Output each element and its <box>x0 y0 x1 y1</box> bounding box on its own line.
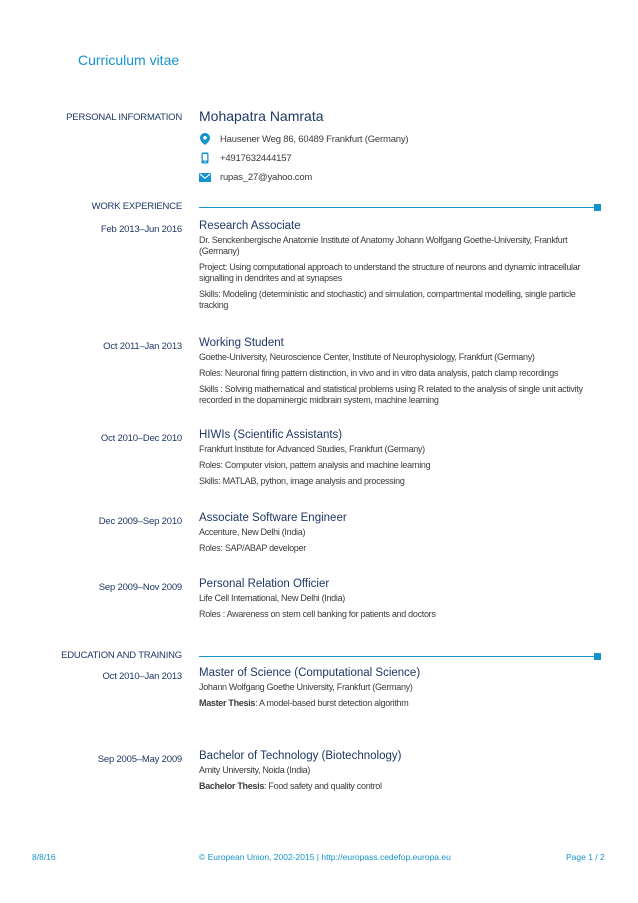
mobile-phone-icon <box>199 152 211 164</box>
entry-title: Working Student <box>199 337 284 349</box>
entry-date: Oct 2011–Jan 2013 <box>103 341 182 352</box>
section-label-work: WORK EXPERIENCE <box>91 201 182 212</box>
entry-line: Skills: Modeling (deterministic and stochastic) and simulation, compartmental modelling, single particle tracking <box>199 289 576 310</box>
entry-line: Project: Using computational approach to understand the structure of neurons and dynamic intracellular signalling in dendrites and at synapses <box>199 262 581 283</box>
work-entry <box>199 337 599 411</box>
entry-line: Roles: SAP/ABAP developer <box>199 543 306 553</box>
section-rule-square-icon <box>594 653 601 660</box>
entry-title: Personal Relation Officier <box>199 578 330 590</box>
entry-line: Roles: Computer vision, pattern analysis and machine learning <box>199 460 431 470</box>
entry-line: Dr. Senckenbergische Anatomie Institute of Anatomy Johann Wolfgang Goethe-University, Frankfurt (Germany) <box>199 235 568 256</box>
footer-date: 8/8/16 <box>32 852 56 862</box>
thesis-label: Master Thesis <box>199 698 256 708</box>
section-rule-square-icon <box>594 204 601 211</box>
contact-email <box>199 171 312 183</box>
entry-title: Research Associate <box>199 220 301 232</box>
footer-page-number: Page 1 / 2 <box>566 852 605 862</box>
address-text: Hausener Weg 86, 60489 Frankfurt (Germany) <box>220 133 409 145</box>
phone-text: +4917632444157 <box>220 152 292 164</box>
entry-date: Oct 2010–Jan 2013 <box>102 671 182 682</box>
entry-line: Goethe-University, Neuroscience Center, Institute of Neurophysiology, Frankfurt (Germany) <box>199 352 535 362</box>
entry-institution: Amity University, Noida (India) <box>199 765 311 775</box>
entry-title: Master of Science (Computational Science) <box>199 667 421 679</box>
location-pin-icon <box>199 133 211 145</box>
footer-copyright-link[interactable]: © European Union, 2002-2015 | http://europass.cedefop.europa.eu <box>199 852 451 862</box>
entry-line: Skills: MATLAB, python, image analysis and processing <box>199 476 405 486</box>
entry-line: Roles : Awareness on stem cell banking for patients and doctors <box>199 609 436 619</box>
entry-date: Sep 2009–Nov 2009 <box>98 582 182 593</box>
education-entry <box>199 667 599 714</box>
entry-line: Accenture, New Delhi (India) <box>199 527 306 537</box>
work-entry <box>199 429 599 492</box>
entry-date: Oct 2010–Dec 2010 <box>100 433 182 444</box>
section-label-personal: PERSONAL INFORMATION <box>66 112 182 123</box>
section-label-education: EDUCATION AND TRAINING <box>61 650 182 661</box>
thesis-text: : Food safety and quality control <box>264 781 382 791</box>
work-entry <box>199 578 599 625</box>
entry-title: HIWIs (Scientific Assistants) <box>199 429 343 441</box>
entry-thesis <box>199 698 599 709</box>
contact-address <box>199 133 408 145</box>
envelope-icon <box>199 171 211 183</box>
work-entry <box>199 512 599 559</box>
entry-date: Sep 2005–May 2009 <box>97 754 182 765</box>
thesis-text: : A model-based burst detection algorithm <box>255 698 409 708</box>
entry-date: Feb 2013–Jun 2016 <box>100 224 182 235</box>
section-rule-work <box>199 207 597 208</box>
entry-thesis <box>199 781 599 792</box>
person-name: Mohapatra Namrata <box>199 108 324 124</box>
section-rule-education <box>199 656 597 657</box>
entry-line: Roles: Neuronal firing pattern distinction, in vivo and in vitro data analysis, patch clamp recordings <box>199 368 559 378</box>
email-text[interactable]: rupas_27@yahoo.com <box>220 171 313 183</box>
contact-phone <box>199 152 291 164</box>
page-title: Curriculum vitae <box>78 52 180 68</box>
entry-line: Frankfurt Institute for Advanced Studies, Frankfurt (Germany) <box>199 444 425 454</box>
entry-date: Dec 2009–Sep 2010 <box>98 516 182 527</box>
entry-line: Life Cell International, New Delhi (India) <box>199 593 345 603</box>
entry-title: Bachelor of Technology (Biotechnology) <box>199 750 402 762</box>
entry-line: Skills : Solving mathematical and statistical problems using R related to the analysis of single unit activity recorded in the dopaminergic midbrain system, machine learning <box>199 384 583 405</box>
education-entry <box>199 750 599 797</box>
entry-title: Associate Software Engineer <box>199 512 347 524</box>
entry-institution: Johann Wolfgang Goethe University, Frankfurt (Germany) <box>199 682 413 692</box>
work-entry <box>199 220 599 316</box>
thesis-label: Bachelor Thesis <box>199 781 265 791</box>
